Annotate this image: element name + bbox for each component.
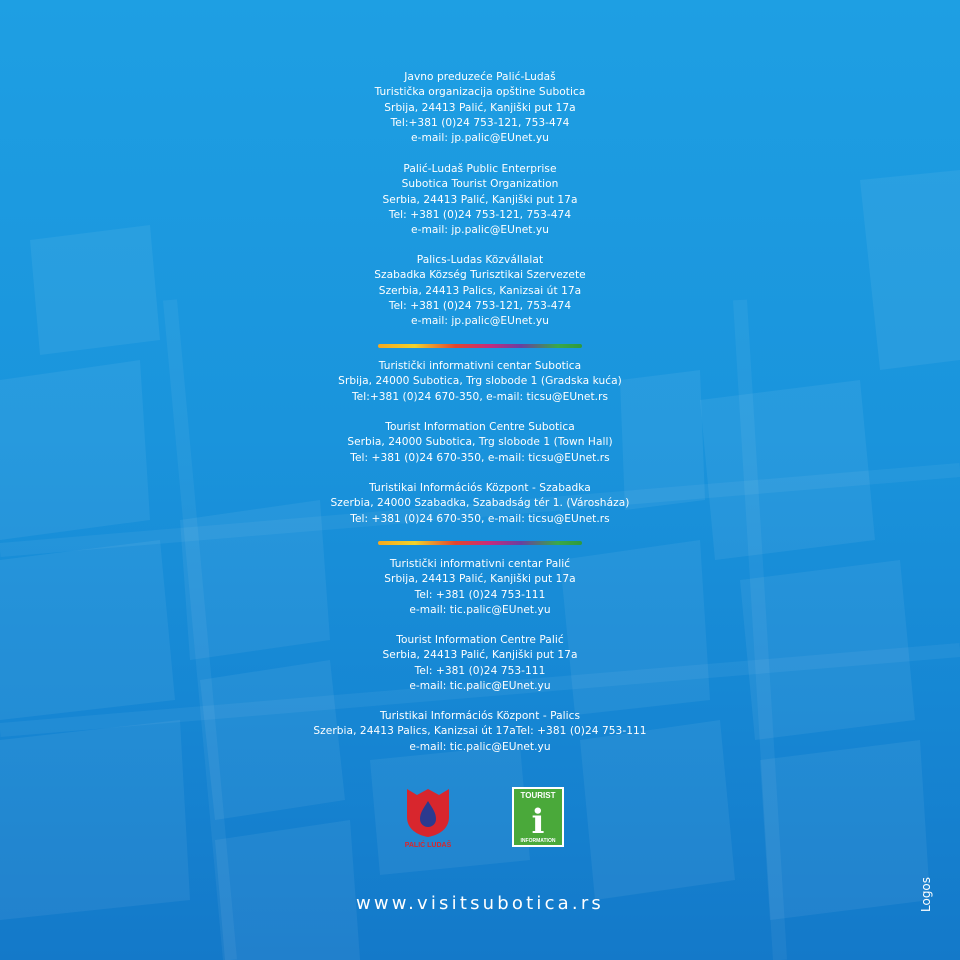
palic-ludas-logo	[395, 787, 461, 849]
tourist-info-icon	[512, 787, 564, 847]
center-name: Tourist Information Centre Palić	[396, 634, 564, 646]
org-name: Palics-Ludas Közvállalat	[416, 254, 544, 266]
org-name: Palić-Ludaš Public Enterprise	[403, 163, 557, 175]
address: Srbija, 24413 Palić, Kanjiški put 17a	[384, 573, 576, 586]
phone-email[interactable]: Tel: +381 (0)24 670-350, e-mail: ticsu@EUnet.rs	[350, 512, 610, 525]
tic-palic-english-contact	[0, 633, 960, 694]
tic-subotica-serbian-contact	[0, 359, 960, 405]
email-link[interactable]: e-mail: jp.palic@EUnet.yu	[411, 224, 549, 237]
address: Serbia, 24413 Palić, Kanjiški put 17a	[382, 649, 578, 662]
palic-ludas-emblem-icon	[395, 787, 461, 849]
email-link[interactable]: e-mail: tic.palic@EUnet.yu	[409, 740, 551, 753]
tic-subotica-hungarian-contact	[0, 481, 960, 527]
palic-ludas-english-contact	[0, 162, 960, 238]
center-name: Turistički informativni centar Palić	[389, 558, 571, 570]
palic-ludas-caption: PALIĆ LUDAŠ	[404, 842, 452, 849]
center-name: Turistikai Információs Központ - Szabadka	[369, 482, 591, 494]
center-name: Turistikai Információs Központ - Palics	[379, 710, 581, 722]
phone: Tel: +381 (0)24 753-111	[414, 588, 546, 601]
rainbow-divider	[378, 344, 582, 348]
email-link[interactable]: e-mail: jp.palic@EUnet.yu	[411, 132, 549, 145]
address: Serbia, 24413 Palić, Kanjiški put 17a	[382, 193, 578, 206]
org-subtitle: Subotica Tourist Organization	[401, 178, 559, 191]
address: Szerbia, 24413 Palics, Kanizsai út 17a	[378, 284, 582, 297]
phone: Tel:+381 (0)24 753-121, 753-474	[390, 116, 570, 129]
tic-palic-hungarian-contact	[0, 709, 960, 755]
palic-ludas-hungarian-contact	[0, 253, 960, 329]
phone-email[interactable]: Tel:+381 (0)24 670-350, e-mail: ticsu@EUnet.rs	[351, 390, 609, 403]
address: Srbija, 24000 Subotica, Trg slobode 1 (Gradska kuća)	[338, 375, 622, 388]
address-phone: Szerbia, 24413 Palics, Kanizsai út 17aTel: +381 (0)24 753-111	[313, 725, 647, 738]
org-name: Javno preduzeće Palić-Ludaš	[404, 71, 556, 83]
palic-ludas-serbian-contact	[0, 70, 960, 146]
email-link[interactable]: e-mail: tic.palic@EUnet.yu	[409, 679, 551, 692]
rainbow-divider	[378, 541, 582, 545]
information-label: INFORMATION	[520, 838, 556, 844]
org-subtitle: Turistička organizacija opštine Subotica	[374, 86, 586, 99]
tourist-label: TOURIST	[520, 791, 556, 800]
info-glyph: i	[531, 802, 545, 842]
brand-text: Logos	[919, 876, 933, 912]
phone: Tel: +381 (0)24 753-111	[414, 664, 546, 677]
phone: Tel: +381 (0)24 753-121, 753-474	[388, 208, 572, 221]
address: Szerbia, 24000 Szabadka, Szabadság tér 1. (Városháza)	[330, 497, 630, 510]
email-link[interactable]: e-mail: jp.palic@EUnet.yu	[411, 315, 549, 328]
org-subtitle: Szabadka Község Turisztikai Szervezete	[374, 269, 586, 282]
tic-palic-serbian-contact	[0, 557, 960, 618]
tic-subotica-english-contact	[0, 420, 960, 466]
website-url[interactable]: www.visitsubotica.rs	[355, 893, 605, 914]
address: Srbija, 24413 Palić, Kanjiški put 17a	[384, 101, 576, 114]
logos-brand-mark	[910, 874, 940, 914]
address: Serbia, 24000 Subotica, Trg slobode 1 (Town Hall)	[347, 436, 613, 449]
email-link[interactable]: e-mail: tic.palic@EUnet.yu	[409, 603, 551, 616]
center-name: Turistički informativni centar Subotica	[378, 360, 582, 372]
phone: Tel: +381 (0)24 753-121, 753-474	[388, 299, 572, 312]
center-name: Tourist Information Centre Subotica	[385, 421, 575, 433]
tourist-information-logo	[512, 787, 564, 847]
phone-email[interactable]: Tel: +381 (0)24 670-350, e-mail: ticsu@EUnet.rs	[350, 451, 610, 464]
